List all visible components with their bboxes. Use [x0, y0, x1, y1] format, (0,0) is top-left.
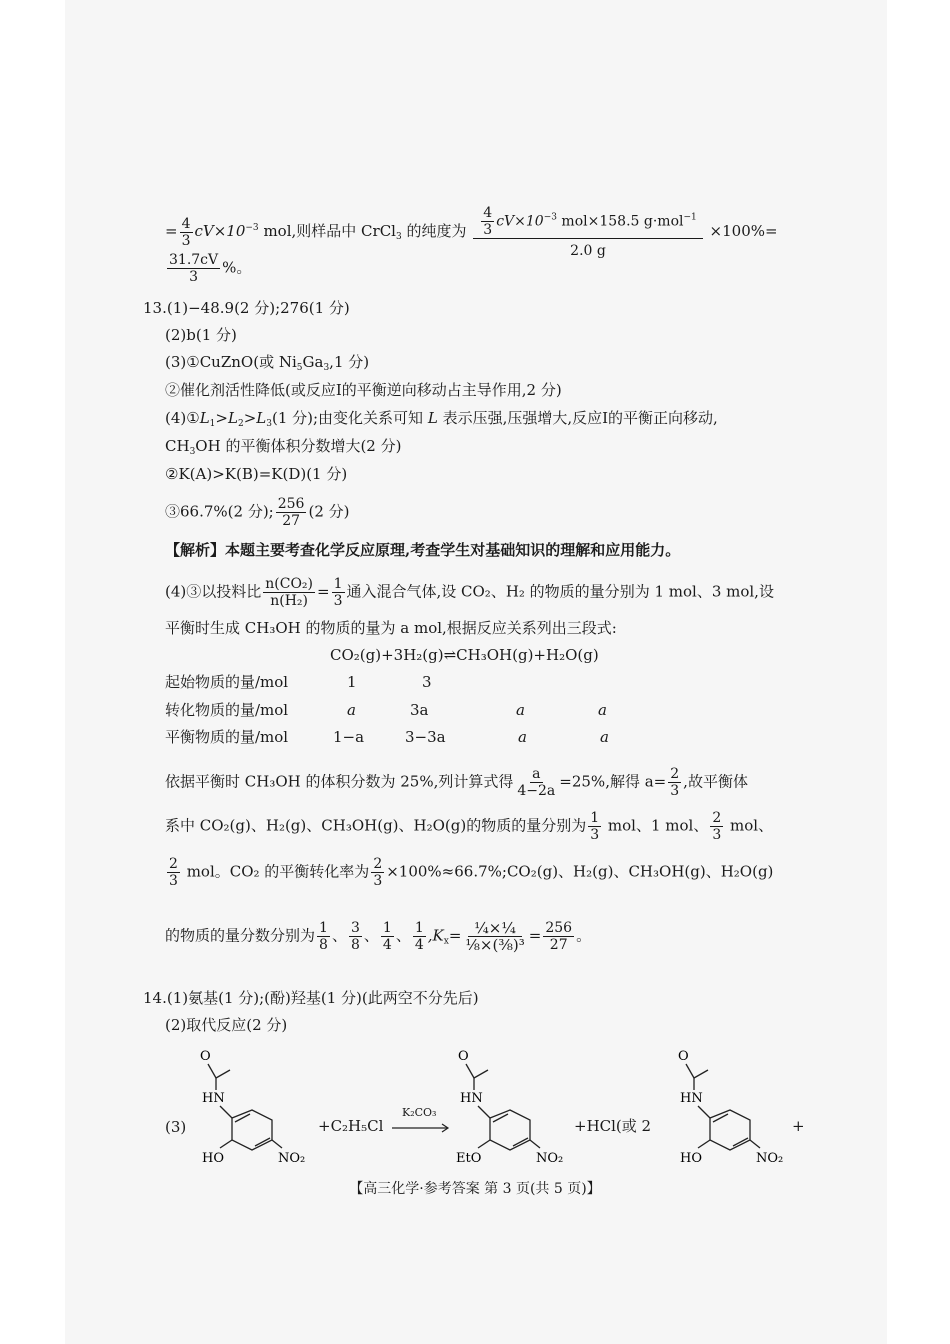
- q13-line4: ②催化剂活性降低(或反应Ⅰ的平衡逆向移动占主导作用,2 分): [165, 381, 562, 399]
- svg-text:HO: HO: [680, 1151, 702, 1166]
- purity-line: = $\frac{4}{3}$ $cV\times 10^{-3}$ mol,则样品中 CrCl$_3$ 的纯度为 $\frac{4}{3}$ $cV\times 10^{-3}$ mol×158.5 g·mol$^{-1}$ 2.0 g ×100%=: [165, 205, 778, 259]
- analysis-line1: (4)③以投料比 $\frac{\text{n(CO₂)}}{\text{n(H₂)}}$ = $\frac{1}{3}$ 通入混合气体,设 CO₂、H₂ 的物质的量分别为 1 mol、3 mol,设: [165, 576, 774, 609]
- q14-part3-label: (3): [165, 1118, 187, 1136]
- cell: a: [598, 701, 607, 719]
- analysis-line4: 系中 CO₂(g)、H₂(g)、CH₃OH(g)、H₂O(g)的物质的量分别为 $\frac{1}{3}$ mol、1 mol、 $\frac{2}{3}$ mol、: [165, 810, 774, 843]
- svg-text:EtO: EtO: [456, 1151, 482, 1166]
- cell: 1: [347, 673, 357, 691]
- row-label: 转化物质的量/mol: [165, 701, 289, 719]
- analysis-line2: 平衡时生成 CH₃OH 的物质的量为 a mol,根据反应关系列出三段式:: [165, 619, 617, 637]
- cell: 3: [422, 673, 432, 691]
- cell: a: [516, 701, 525, 719]
- svg-text:HN: HN: [460, 1091, 483, 1106]
- row-label: 起始物质的量/mol: [165, 673, 289, 691]
- q14-line1: 14.(1)氨基(1 分);(酚)羟基(1 分)(此两空不分先后): [143, 989, 479, 1007]
- hcl-text: +HCl(或 2: [574, 1117, 652, 1135]
- reagent: +C₂H₅Cl: [318, 1117, 384, 1135]
- page-footer: 【高三化学·参考答案 第 3 页(共 5 页)】: [349, 1181, 601, 1197]
- svg-text:HN: HN: [680, 1091, 703, 1106]
- analysis-line3: 依据平衡时 CH₃OH 的体积分数为 25%,列计算式得 $\frac{a}{4-2a}$ =25%,解得 a= $\frac{2}{3}$ ,故平衡体: [165, 766, 748, 799]
- analysis-line6: 的物质的量分数分别为 $\frac{1}{8}$ 、 $\frac{3}{8}$ 、 $\frac{1}{4}$ 、 $\frac{1}{4}$ $,K_x=$ $\frac{\text{¼×¼}}{\text{⅛×(⅜)³}}$ = $\frac{256}{27}$ 。: [165, 919, 592, 954]
- svg-text:O: O: [678, 1049, 689, 1064]
- atom-ho: HO: [202, 1151, 224, 1166]
- atom-no2: NO₂: [278, 1151, 306, 1166]
- product-structure: [448, 1040, 578, 1170]
- reaction-arrow: [392, 1118, 452, 1137]
- analysis-title: 【解析】本题主要考查化学反应原理,考查学生对基础知识的理解和应用能力。: [165, 541, 681, 559]
- cell: 1−a: [333, 728, 365, 746]
- q13-line2: (2)b(1 分): [165, 326, 237, 344]
- q13-line8: ③66.7%(2 分); $\frac{256}{27}$ (2 分): [165, 496, 350, 529]
- q13-line1: 13.(1)−48.9(2 分);276(1 分): [143, 299, 350, 317]
- cell: a: [347, 701, 356, 719]
- q13-line5: $(4)①L_1>L_2>L_3(1$ 分);由变化关系可知 L 表示压强,压强增大,反应Ⅰ的平衡正向移动,: [165, 409, 718, 429]
- cell: 3−3a: [405, 728, 446, 746]
- reaction-equation: CO₂(g)+3H₂(g)⇌CH₃OH(g)+H₂O(g): [330, 646, 599, 664]
- atom-o: O: [200, 1049, 211, 1064]
- cell: 3a: [410, 701, 429, 719]
- atom-hn: HN: [202, 1091, 225, 1106]
- catalyst: K₂CO₃: [402, 1106, 437, 1119]
- cell: a: [600, 728, 609, 746]
- reactant-structure-2: [668, 1040, 798, 1170]
- purity-result: $\frac{31.7cV}{3}$ %。: [169, 252, 252, 285]
- q13-line3: (3)①CuZnO(或 $Ni_5Ga_3,1$ 分): [165, 353, 370, 373]
- q13-line7: ②K(A)>K(B)=K(D)(1 分): [165, 465, 348, 483]
- svg-text:NO₂: NO₂: [756, 1151, 784, 1166]
- cell: a: [518, 728, 527, 746]
- row-label: 平衡物质的量/mol: [165, 728, 289, 746]
- analysis-line5: $\frac{2}{3}$ mol。CO₂ 的平衡转化率为 $\frac{2}{3}$ ×100%≈66.7%;CO₂(g)、H₂(g)、CH₃OH(g)、H₂O(g): [169, 856, 774, 889]
- reactant-structure: [190, 1040, 320, 1170]
- plus-sign: +: [792, 1117, 805, 1135]
- svg-text:O: O: [458, 1049, 469, 1064]
- svg-text:NO₂: NO₂: [536, 1151, 564, 1166]
- q13-line6: $CH_3OH$ 的平衡体积分数增大(2 分): [165, 437, 402, 457]
- q14-line2: (2)取代反应(2 分): [165, 1016, 288, 1034]
